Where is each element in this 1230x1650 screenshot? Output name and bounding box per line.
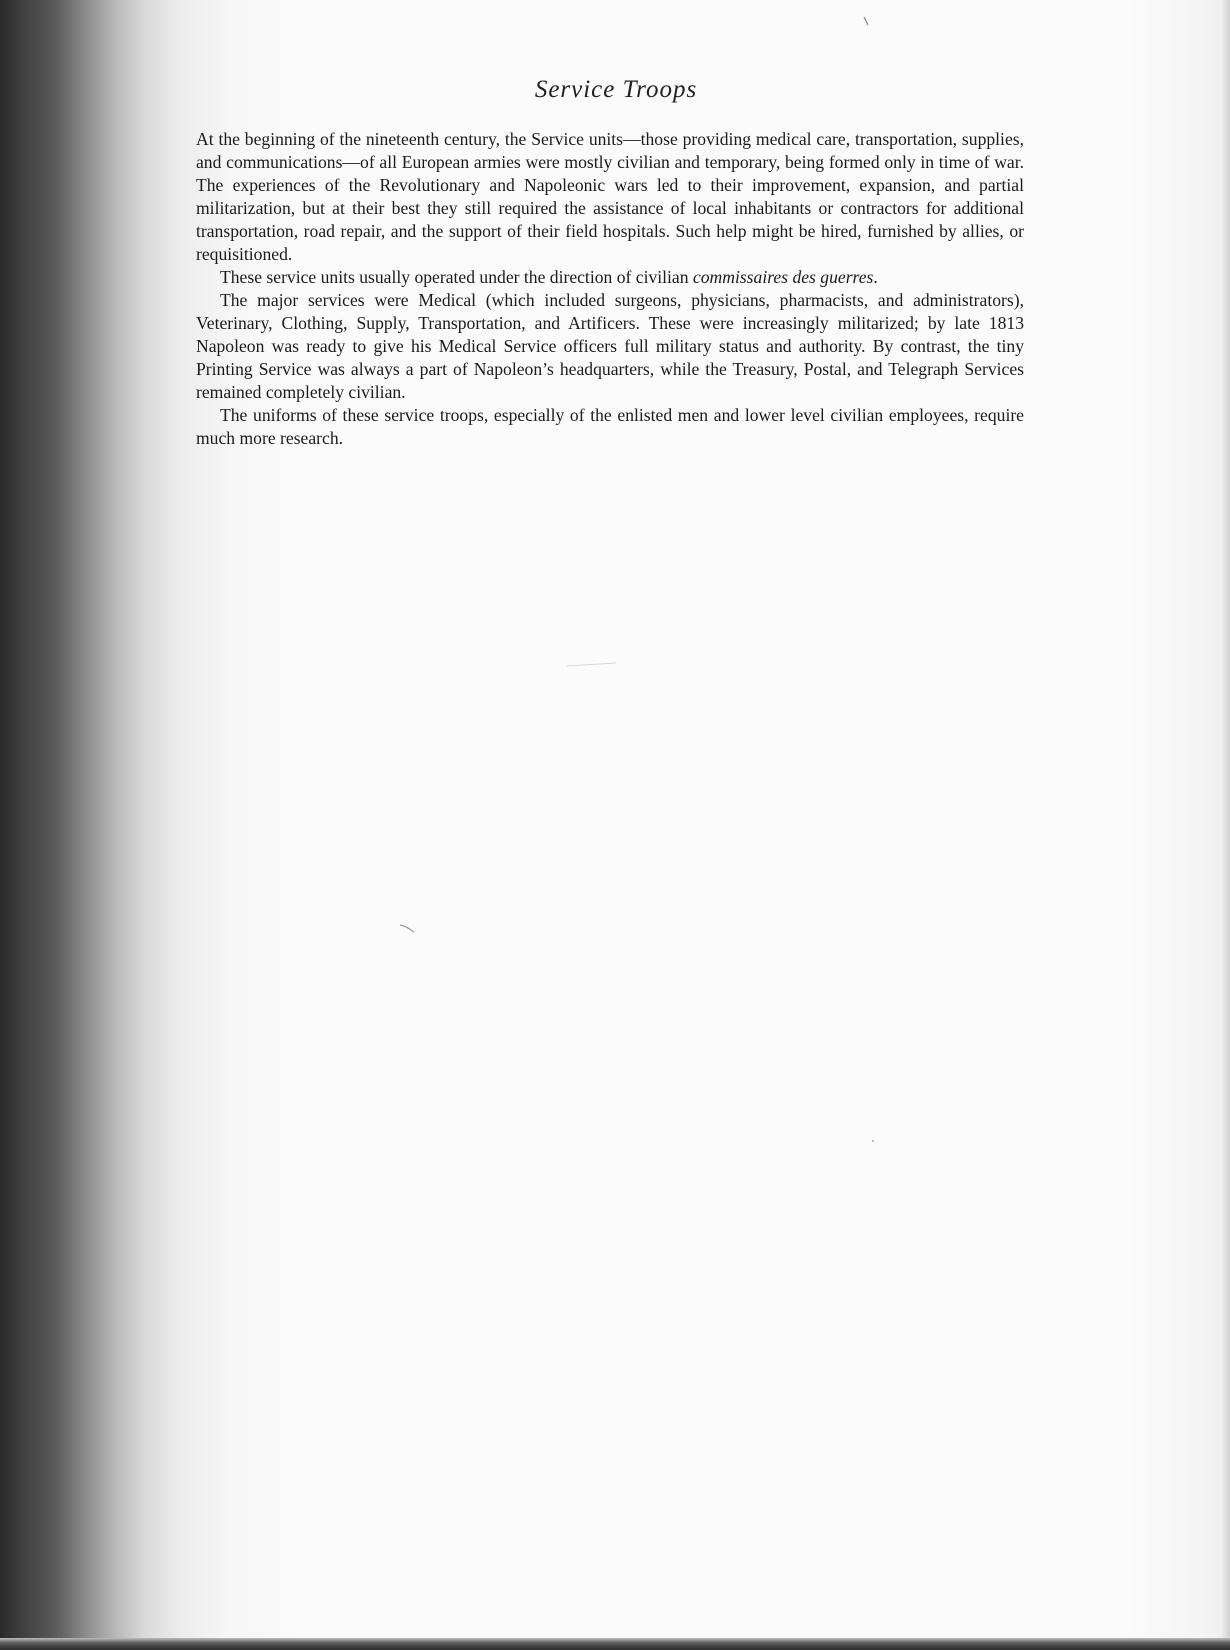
paragraph-1: At the beginning of the nineteenth century, the Service units—those providing medical care, transportation, supplies, and communications—of all European armies were mostly civilian and temporary, being formed only in time of war. The experiences of the Revolutionary and Napoleonic wars led to their improvement, expansion, and partial militarization, but at their best they still required the assistance of local inhabitants or contractors for additional transportation, road repair, and the support of their field hospitals. Such help might be hired, furnished by allies, or requisitioned. <box>196 129 1024 264</box>
page-title: Service Troops <box>534 76 698 103</box>
paragraph-2-end: . <box>873 267 878 287</box>
paragraph-4: The uniforms of these service troops, especially of the enlisted men and lower level civilian employees, require much more research. <box>196 405 1024 448</box>
paragraph-2-emphasis: commissaires des guerres <box>692 267 874 287</box>
paragraph-3: The major services were Medical (which included surgeons, physicians, pharmacists, and administrators), Veterinary, Clothing, Supply, Transportation, and Artificers. These were increasingly militarized; by late 1813 Napoleon was ready to give his Medical Service officers full military status and authority. By contrast, the tiny Printing Service was always a part of Napoleon’s headquarters, while the Treasury, Postal, and Telegraph Services remained completely civilian. <box>196 290 1024 402</box>
page-content <box>196 76 1024 450</box>
paragraph-2 <box>196 266 1024 289</box>
paragraph-2-text: These service units usually operated under the direction of civilian <box>220 267 693 287</box>
